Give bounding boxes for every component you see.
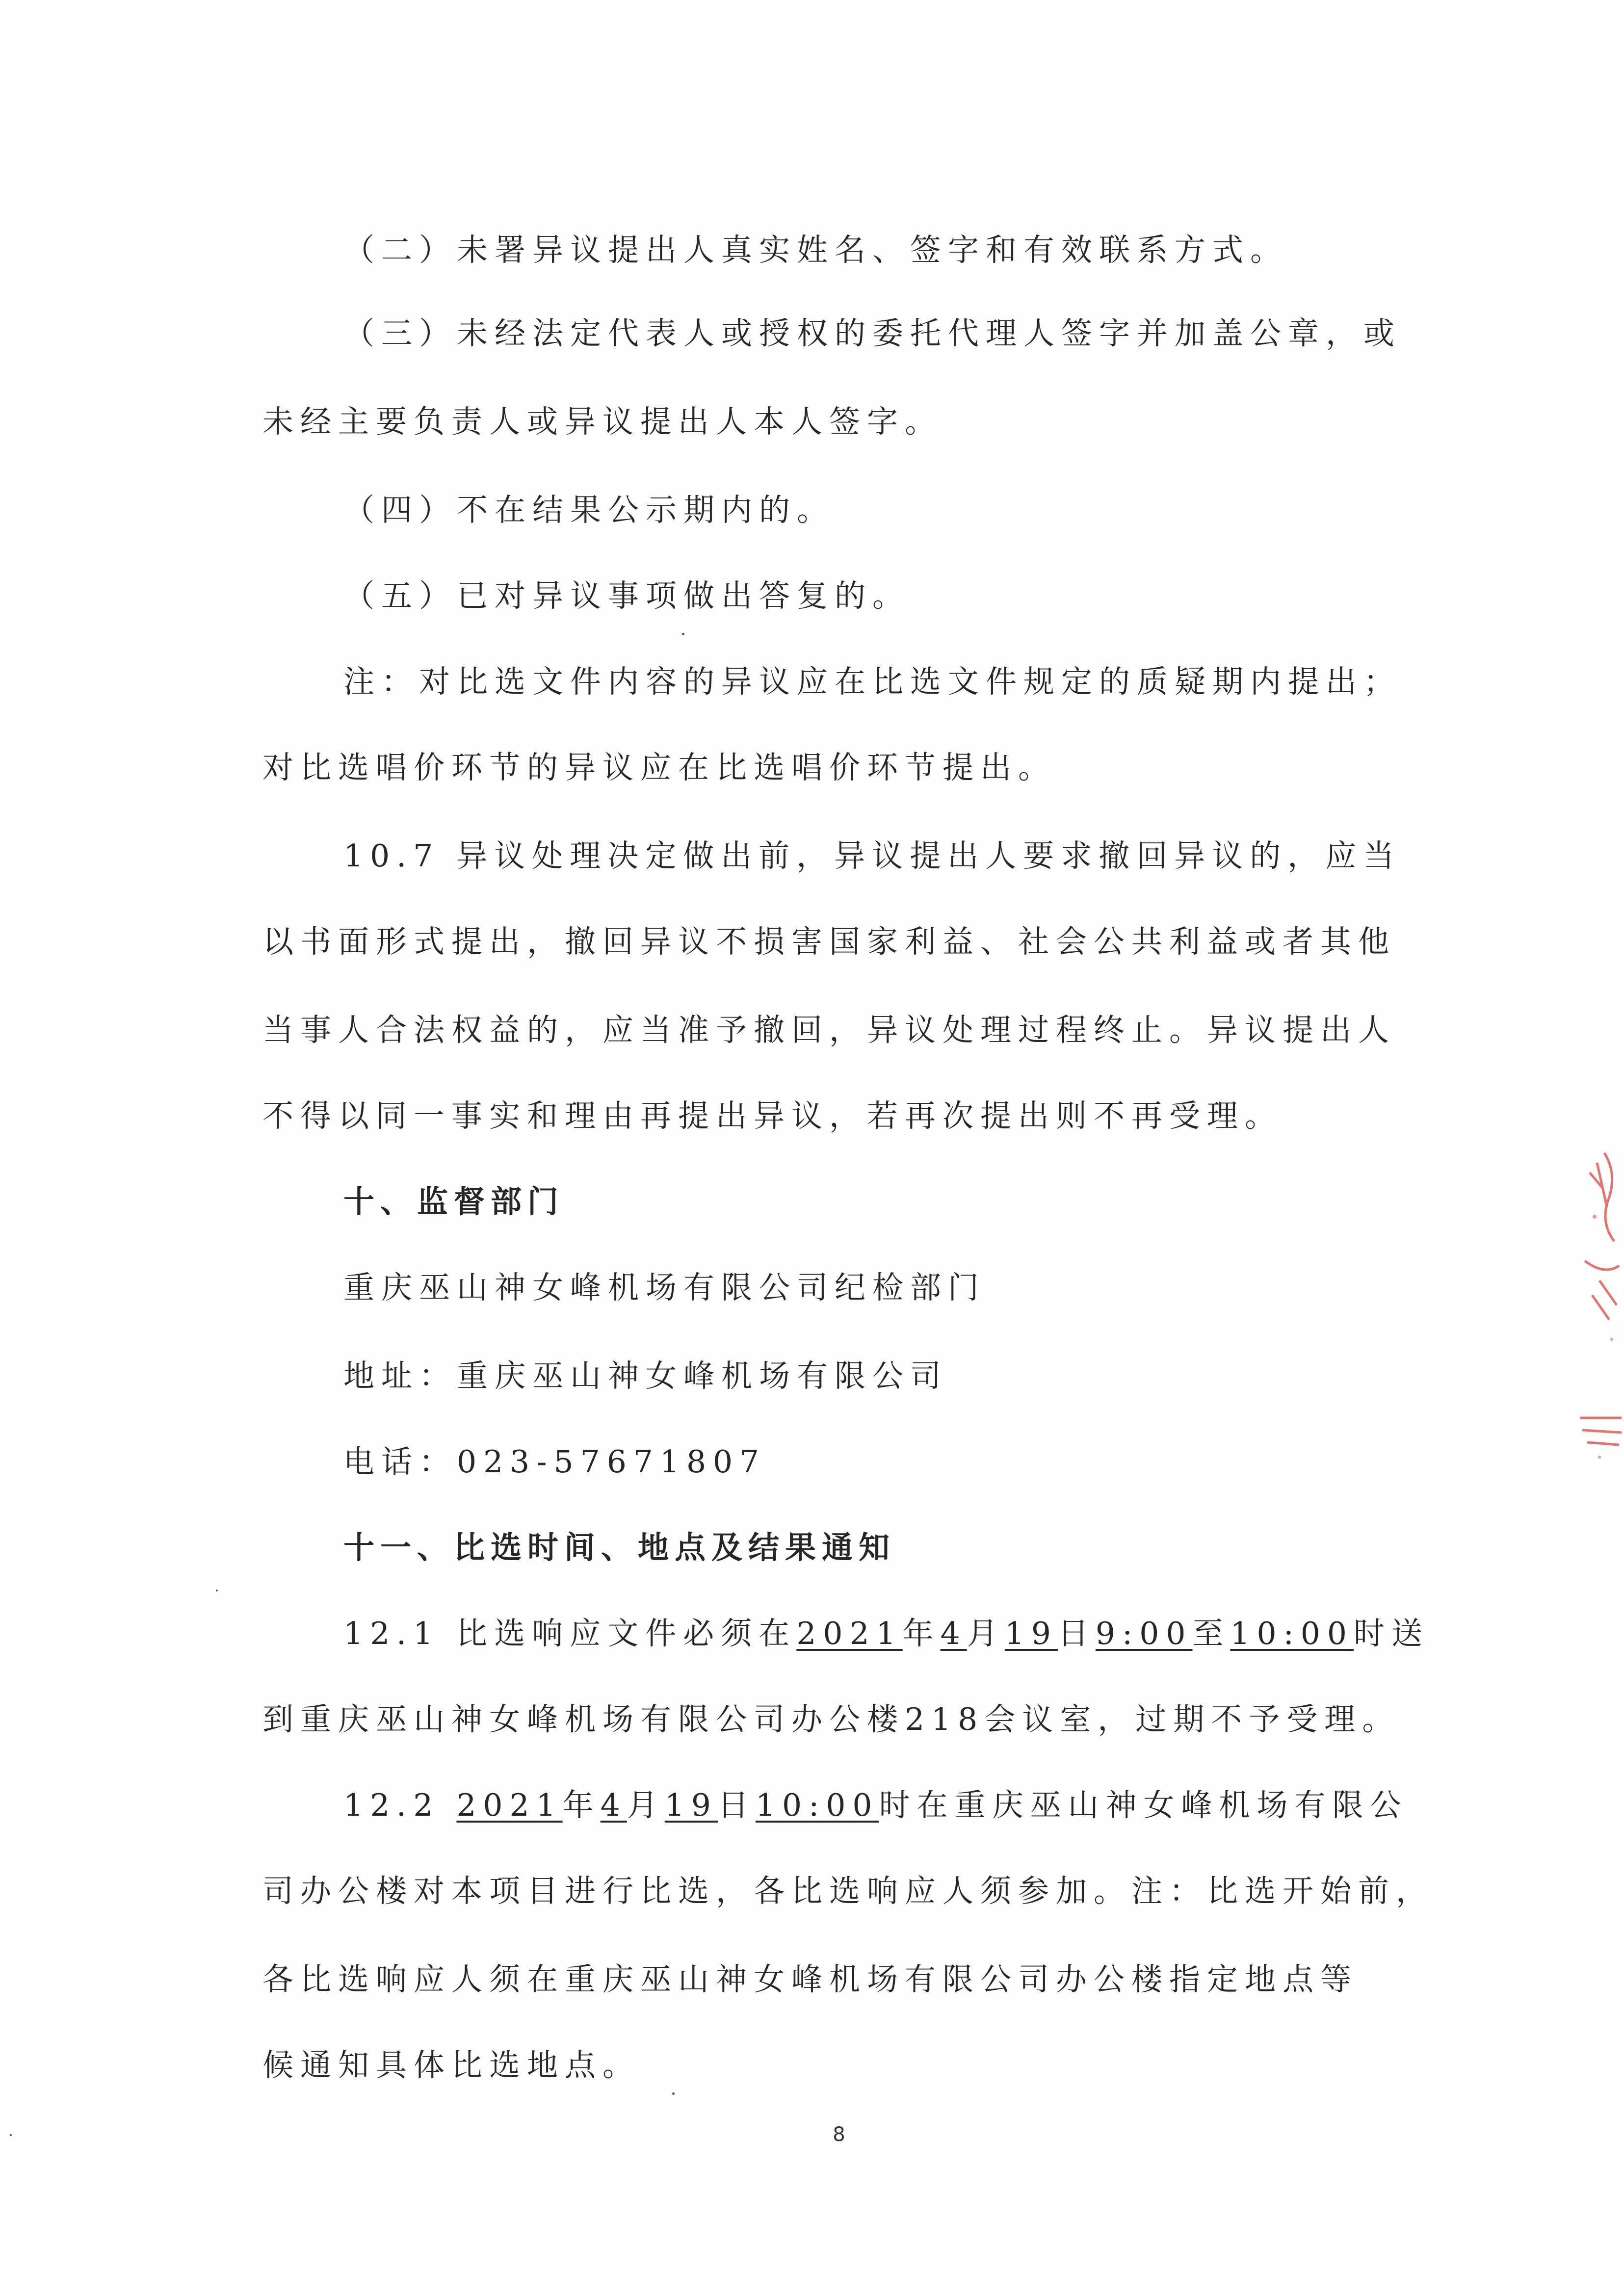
clause-12-2-line2: 司办公楼对本项目进行比选，各比选响应人须参加。注：比选开始前， xyxy=(262,1873,1434,1909)
submit-month: 4 xyxy=(940,1616,967,1651)
to-char: 至 xyxy=(1192,1616,1231,1651)
selection-year: 2021 xyxy=(456,1787,563,1823)
clause-12-2-suffix: 时在重庆巫山神女峰机场有限公 xyxy=(879,1787,1408,1823)
month-char: 月 xyxy=(627,1787,665,1823)
item-2-text: （二）未署异议提出人真实姓名、签字和有效联系方式。 xyxy=(343,232,1288,268)
clause-10-7-line4: 不得以同一事实和理由再提出异议，若再次提出则不再受理。 xyxy=(262,1098,1283,1134)
selection-time: 10:00 xyxy=(755,1787,879,1823)
clause-10-7-line2: 以书面形式提出，撤回异议不损害国家利益、社会公共利益或者其他 xyxy=(262,924,1396,960)
clause-12-1-prefix: 12.1 比选响应文件必须在 xyxy=(343,1616,797,1651)
clause-12-1-line1 xyxy=(343,1614,1429,1653)
year-char: 年 xyxy=(562,1787,601,1823)
scan-speck xyxy=(672,2092,675,2095)
item-3-text-line2: 未经主要负责人或异议提出人本人签字。 xyxy=(262,404,943,440)
clause-12-2-line1 xyxy=(343,1786,1408,1825)
selection-month: 4 xyxy=(600,1787,627,1823)
clause-12-2-prefix: 12.2 xyxy=(343,1787,457,1823)
month-char: 月 xyxy=(967,1616,1005,1651)
page-number: 8 xyxy=(833,2123,845,2146)
seal-stamp-fragment xyxy=(1570,1143,1624,1487)
note-line1: 注：对比选文件内容的异议应在比选文件规定的质疑期内提出； xyxy=(343,664,1401,700)
submit-end-time: 10:00 xyxy=(1230,1616,1354,1651)
year-char: 年 xyxy=(902,1616,941,1651)
submit-year: 2021 xyxy=(796,1616,903,1651)
scan-speck xyxy=(682,633,684,635)
clause-10-7-line1: 10.7 异议处理决定做出前，异议提出人要求撤回异议的，应当 xyxy=(343,838,1401,874)
day-char: 日 xyxy=(1057,1616,1096,1651)
item-3-text-line1: （三）未经法定代表人或授权的委托代理人签字并加盖公章，或 xyxy=(343,315,1401,351)
clause-10-7-line3: 当事人合法权益的，应当准予撤回，异议处理过程终止。异议提出人 xyxy=(262,1012,1396,1048)
scan-speck xyxy=(10,2134,12,2136)
item-5-text: （五）已对异议事项做出答复的。 xyxy=(343,578,910,614)
clause-12-1-suffix: 时送 xyxy=(1353,1616,1429,1651)
day-char: 日 xyxy=(717,1787,756,1823)
submit-day: 19 xyxy=(1004,1616,1058,1651)
selection-day: 19 xyxy=(664,1787,718,1823)
supervision-phone: 电话：023-57671807 xyxy=(343,1444,766,1480)
note-line2: 对比选唱价环节的异议应在比选唱价环节提出。 xyxy=(262,750,1056,785)
clause-12-2-line3: 各比选响应人须在重庆巫山神女峰机场有限公司办公楼指定地点等 xyxy=(262,1961,1358,1997)
submit-start-time: 9:00 xyxy=(1095,1616,1193,1651)
clause-12-2-line4: 候通知具体比选地点。 xyxy=(262,2047,640,2083)
section-11-heading: 十一、比选时间、地点及结果通知 xyxy=(343,1530,895,1565)
section-10-heading: 十、监督部门 xyxy=(343,1184,564,1220)
clause-12-1-line2: 到重庆巫山神女峰机场有限公司办公楼218会议室，过期不予受理。 xyxy=(262,1701,1400,1737)
supervision-department: 重庆巫山神女峰机场有限公司纪检部门 xyxy=(343,1270,986,1305)
supervision-address: 地址：重庆巫山神女峰机场有限公司 xyxy=(343,1358,948,1394)
item-4-text: （四）不在结果公示期内的。 xyxy=(343,492,835,528)
scan-speck xyxy=(216,1590,218,1592)
